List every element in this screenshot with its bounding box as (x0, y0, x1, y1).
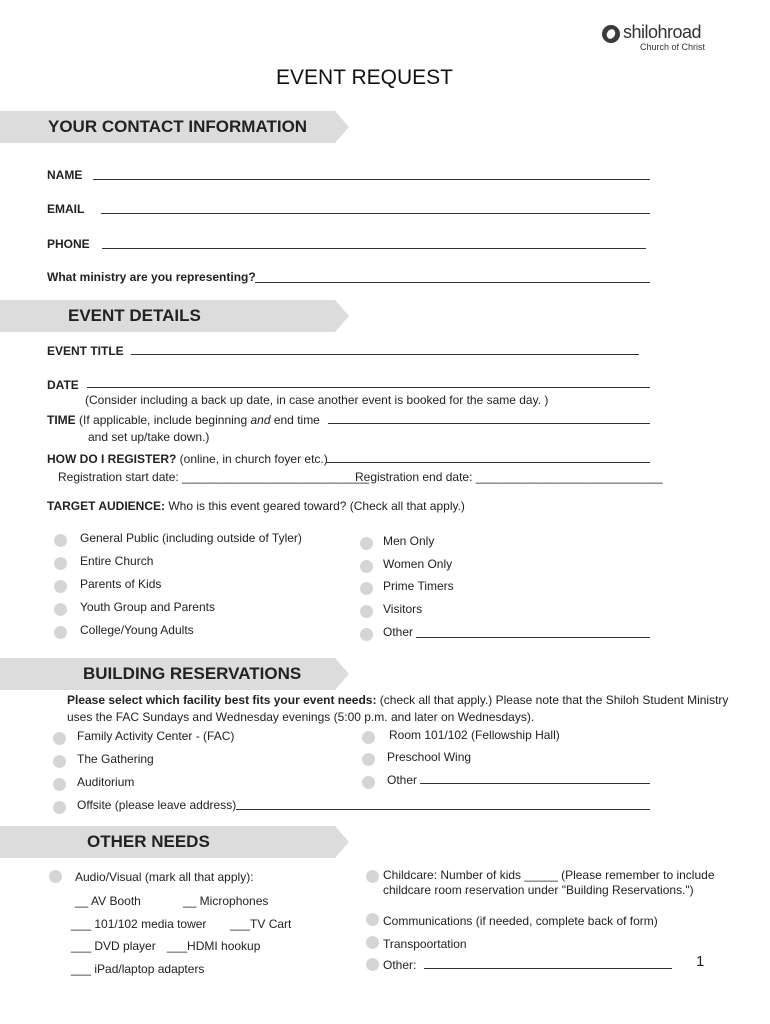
facility-checkbox[interactable] (362, 776, 375, 789)
childcare-checkbox[interactable] (366, 870, 379, 883)
registration-start[interactable]: Registration start date: ____________________________ (58, 470, 369, 484)
audience-option: College/Young Adults (80, 623, 194, 637)
section-banner-details (0, 300, 335, 332)
communications-checkbox[interactable] (366, 913, 379, 926)
facility-option: Room 101/102 (Fellowship Hall) (389, 728, 560, 742)
tv-cart[interactable]: ___TV Cart (230, 917, 292, 931)
section-title-details: EVENT DETAILS (68, 306, 201, 325)
facility-option: Offsite (please leave address) (77, 798, 237, 812)
time-note-setup: and set up/take down.) (88, 430, 210, 444)
section-banner-other (0, 826, 335, 858)
building-instructions (67, 693, 728, 707)
date-field[interactable] (87, 387, 650, 388)
ipad-adapters[interactable]: ___ iPad/laptop adapters (71, 962, 205, 976)
av-booth[interactable]: __ AV Booth (75, 894, 141, 908)
communications-text: Communications (if needed, complete back of form) (383, 914, 658, 928)
date-note: (Consider including a back up date, in case another event is booked for the same day. ) (85, 393, 549, 407)
section-title-building: BUILDING RESERVATIONS (83, 664, 302, 683)
section-banner-contact (0, 111, 335, 143)
name-field[interactable] (93, 179, 650, 180)
building-instr-bold: Please select which facility best fits your event needs: (67, 693, 377, 707)
event-title-label: EVENT TITLE (47, 344, 124, 358)
time-note: (If applicable, include beginning (79, 413, 251, 427)
audience-checkbox[interactable] (54, 557, 67, 570)
media-tower[interactable]: ___ 101/102 media tower (71, 917, 207, 931)
facility-option: Preschool Wing (387, 750, 472, 764)
facility-checkbox[interactable] (53, 778, 66, 791)
facility-checkbox[interactable] (53, 801, 66, 814)
facility-checkbox[interactable] (362, 731, 375, 744)
audience-option: Entire Church (80, 554, 154, 568)
other-needs-field[interactable] (424, 968, 672, 969)
section-banner-building (0, 658, 335, 690)
offsite-address-field[interactable] (236, 809, 650, 810)
audience-option: Parents of Kids (80, 577, 162, 591)
facility-checkbox[interactable] (53, 755, 66, 768)
audience-checkbox[interactable] (54, 626, 67, 639)
facility-other-field[interactable] (420, 783, 650, 784)
date-label: DATE (47, 378, 79, 392)
audience-checkbox[interactable] (360, 582, 373, 595)
register-note: (online, in church foyer etc.) (176, 452, 328, 466)
childcare-text: Childcare: Number of kids _____ (Please remember to include (383, 868, 715, 882)
ministry-field[interactable] (255, 282, 650, 283)
facility-checkbox[interactable] (362, 753, 375, 766)
audience-option: Other (383, 625, 414, 639)
audience-row (47, 499, 465, 513)
audience-option: General Public (including outside of Tyler) (80, 531, 302, 545)
time-field[interactable] (328, 423, 650, 424)
facility-checkbox[interactable] (53, 732, 66, 745)
time-label: TIME (47, 413, 76, 427)
audience-option: Men Only (383, 534, 435, 548)
audience-checkbox[interactable] (54, 534, 67, 547)
email-field[interactable] (101, 213, 650, 214)
audience-note: Who is this event geared toward? (Check all that apply.) (165, 499, 465, 513)
phone-field[interactable] (102, 248, 646, 249)
page-title: EVENT REQUEST (276, 66, 453, 89)
event-title-field[interactable] (131, 354, 639, 355)
audience-option: Women Only (383, 557, 453, 571)
logo-name: shilohroad (623, 22, 702, 42)
time-note-end: end time (270, 413, 320, 427)
facility-option: The Gathering (77, 752, 154, 766)
audience-option: Prime Timers (383, 579, 454, 593)
register-field[interactable] (326, 462, 650, 463)
dvd-player[interactable]: ___ DVD player (71, 939, 156, 953)
transportation-text: Transpoortation (383, 937, 467, 951)
building-instr-check: (check all that apply.) (376, 693, 493, 707)
page-number: 1 (696, 953, 705, 970)
facility-option: Auditorium (77, 775, 135, 789)
audience-checkbox[interactable] (360, 537, 373, 550)
time-note-and: and (250, 413, 271, 427)
other-needs-text: Other: (383, 958, 417, 972)
audience-checkbox[interactable] (360, 628, 373, 641)
audience-option: Visitors (383, 602, 423, 616)
facility-option: Other (387, 773, 418, 787)
transportation-checkbox[interactable] (366, 936, 379, 949)
name-label: NAME (47, 168, 83, 182)
email-label: EMAIL (47, 202, 85, 216)
building-instructions-2: uses the FAC Sundays and Wednesday evenings (5:00 p.m. and later on Wednesdays). (67, 710, 535, 724)
audience-checkbox[interactable] (360, 605, 373, 618)
audience-label: TARGET AUDIENCE: (47, 499, 165, 513)
building-instr-note: Please note that the Shiloh Student Ministry (492, 693, 729, 707)
other-needs-checkbox[interactable] (366, 958, 379, 971)
phone-label: PHONE (47, 237, 90, 251)
audience-checkbox[interactable] (360, 560, 373, 573)
registration-end[interactable]: Registration end date: ____________________________ (355, 470, 663, 484)
av-checkbox[interactable] (49, 870, 62, 883)
logo-icon (602, 25, 620, 43)
section-title-other: OTHER NEEDS (87, 832, 210, 851)
audience-other-field[interactable] (416, 637, 650, 638)
register-label: HOW DO I REGISTER? (47, 452, 177, 466)
audience-option: Youth Group and Parents (80, 600, 215, 614)
childcare-note: childcare room reservation under "Building Reservations.") (383, 883, 694, 897)
time-row (47, 413, 320, 427)
hdmi-hookup[interactable]: ___HDMI hookup (167, 939, 261, 953)
av-label: Audio/Visual (mark all that apply): (75, 870, 254, 884)
audience-checkbox[interactable] (54, 603, 67, 616)
ministry-label: What ministry are you representing? (47, 270, 256, 284)
section-title-contact: YOUR CONTACT INFORMATION (48, 117, 308, 136)
audience-checkbox[interactable] (54, 580, 67, 593)
facility-option: Family Activity Center - (FAC) (77, 729, 235, 743)
register-row (47, 452, 328, 466)
logo-subtitle: Church of Christ (640, 42, 706, 52)
microphones[interactable]: __ Microphones (183, 894, 269, 908)
